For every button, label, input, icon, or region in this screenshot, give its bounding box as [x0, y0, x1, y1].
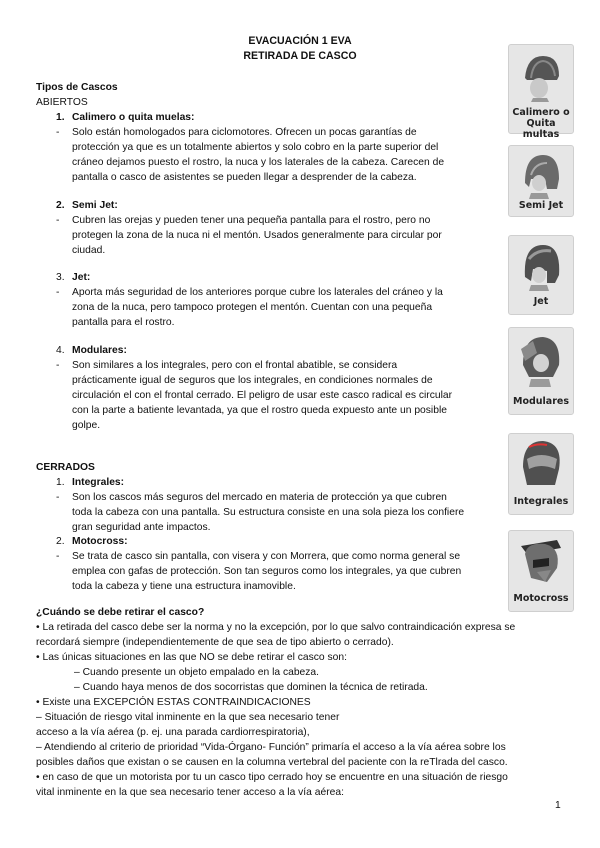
helmet-card-semi-jet [508, 145, 574, 217]
item-line: gran seguridad ante impactos. [72, 522, 211, 533]
item-title: Integrales: [72, 477, 125, 488]
helmet-label: Quita multas [522, 118, 560, 140]
helmet-card-calimero [508, 44, 574, 140]
jet-helmet-icon [517, 239, 565, 291]
section-heading: Tipos de Cascos [36, 82, 118, 93]
paragraph-line: • Las únicas situaciones en las que NO se debe retirar el casco son: [36, 652, 347, 663]
helmet-card-motocross [508, 530, 574, 612]
item-title: Modulares: [72, 345, 127, 356]
item-line: cráneo dejamos puesto el rostro, la nuca y los laterales de la cabeza. Carecen de [72, 157, 445, 168]
item-line: Solo están homologados para ciclomotores. Ofrecen un pocas garantías de [72, 127, 417, 138]
item-title: Calimero o quita muelas: [72, 112, 195, 123]
modular-helmet-icon [517, 331, 565, 387]
item-line: circulación el con el frontal cerrado. El peligro de usar este casco radical es circular [72, 390, 453, 401]
sub-bullet: – Cuando haya menos de dos socorristas que dominen la técnica de retirada. [74, 682, 428, 693]
item-line: protegen la zona de la nuca ni el mentón. Usados generalmente para circular por [72, 230, 442, 241]
paragraph-line: vital inminente en la que sea necesario tener acceso a la vía aérea: [36, 787, 344, 798]
dash-marker: - [56, 492, 60, 503]
helmet-label: Jet [533, 296, 549, 307]
dash-marker: - [56, 215, 60, 226]
paragraph-line: – Situación de riesgo vital inminente en la que sea necesario tener [36, 712, 340, 723]
item-line: Se trata de casco sin pantalla, con visera y con Morrera, que como norma general se [72, 551, 461, 562]
abiertos-heading: ABIERTOS [36, 97, 88, 108]
item-line: Aporta más seguridad de los anteriores porque cubre los laterales del cráneo y la [72, 287, 443, 298]
page-number: 1 [555, 800, 561, 811]
dash-marker: - [56, 360, 60, 371]
item-line: toda la cabeza con una pantalla. Su estructura consiste en una sola pieza los confiere [72, 507, 465, 518]
helmet-label: Semi Jet [518, 200, 564, 211]
semi-jet-helmet-icon [517, 149, 565, 199]
item-line: zona de la nuca, pero tampoco protegen el mentón. Cuentan con una pequeña [72, 302, 433, 313]
calimero-helmet-icon [517, 48, 565, 102]
item-number: 3. [56, 272, 65, 283]
item-line: Cubren las orejas y pueden tener una pequeña pantalla para el rostro, pero no [72, 215, 431, 226]
paragraph-line: • Existe una EXCEPCIÓN ESTAS CONTRAINDICACIONES [36, 697, 311, 708]
helmet-label: Integrales [513, 496, 569, 507]
paragraph-line: – Atendiendo al criterio de prioridad “Vida-Órgano- Función” primaría el acceso a la vía aérea sobre los [36, 742, 506, 753]
paragraph-line: acceso a la vía aérea (p. ej. una parada cardiorrespiratoria), [36, 727, 310, 738]
item-line: Son los cascos más seguros del mercado en materia de protección ya que cubren [72, 492, 447, 503]
sub-bullet: – Cuando presente un objeto empalado en la cabeza. [74, 667, 320, 678]
item-title: Semi Jet: [72, 200, 118, 211]
item-line: Son similares a los integrales, pero con el frontal abatible, se considera [72, 360, 398, 371]
integral-helmet-icon [517, 437, 565, 491]
helmet-label: Motocross [513, 593, 569, 604]
item-line: con la parte a batiente levantada, ya que el rostro queda expuesto ante un posible [72, 405, 447, 416]
helmet-label: Modulares [513, 396, 569, 407]
cerrados-heading: CERRADOS [36, 462, 95, 473]
item-line: pantalla para el rostro. [72, 317, 175, 328]
item-title: Motocross: [72, 536, 128, 547]
item-number: 1. [56, 477, 65, 488]
helmet-label: Calimero o [512, 107, 570, 118]
item-number: 4. [56, 345, 65, 356]
retirar-heading: ¿Cuándo se debe retirar el casco? [36, 607, 205, 618]
item-line: emplea con gafas de protección. Son tan seguros como los integrales, ya que cubren [72, 566, 462, 577]
item-number: 1. [56, 112, 65, 123]
item-line: prácticamente igual de seguros que los integrales, en condiciones normales de [72, 375, 433, 386]
item-line: pantalla o casco de asistentes se pueden llegar a desprender de la cabeza. [72, 172, 417, 183]
paragraph-line: recordará siempre (independientemente de que sea de tipo abierto o cerrado). [36, 637, 394, 648]
document-title: EVACUACIÓN 1 EVA [248, 35, 352, 47]
document-subtitle: RETIRADA DE CASCO [243, 50, 357, 62]
paragraph-line: posibles daños que existan o se causen en la columna vertebral del paciente con la reTlrada del casco. [36, 757, 508, 768]
motocross-helmet-icon [517, 534, 565, 588]
dash-marker: - [56, 287, 60, 298]
item-number: 2. [56, 200, 65, 211]
item-number: 2. [56, 536, 65, 547]
item-line: ciudad. [72, 245, 106, 256]
helmet-card-jet [508, 235, 574, 315]
item-line: protección ya que es un totalmente abiertos y solo cobro en la parte superior del [72, 142, 439, 153]
helmet-card-integral [508, 433, 574, 515]
item-title: Jet: [72, 272, 91, 283]
dash-marker: - [56, 127, 60, 138]
item-line: toda la cabeza y tiene una estructura inamovible. [72, 581, 296, 592]
dash-marker: - [56, 551, 60, 562]
paragraph-line: • en caso de que un motorista por tu un casco tipo cerrado hoy se encuentre en una situación de riesgo [36, 772, 508, 783]
item-line: golpe. [72, 420, 101, 431]
helmet-card-modular [508, 327, 574, 415]
paragraph-line: • La retirada del casco debe ser la norma y no la excepción, por lo que salvo contraindicación expresa se [36, 622, 516, 633]
